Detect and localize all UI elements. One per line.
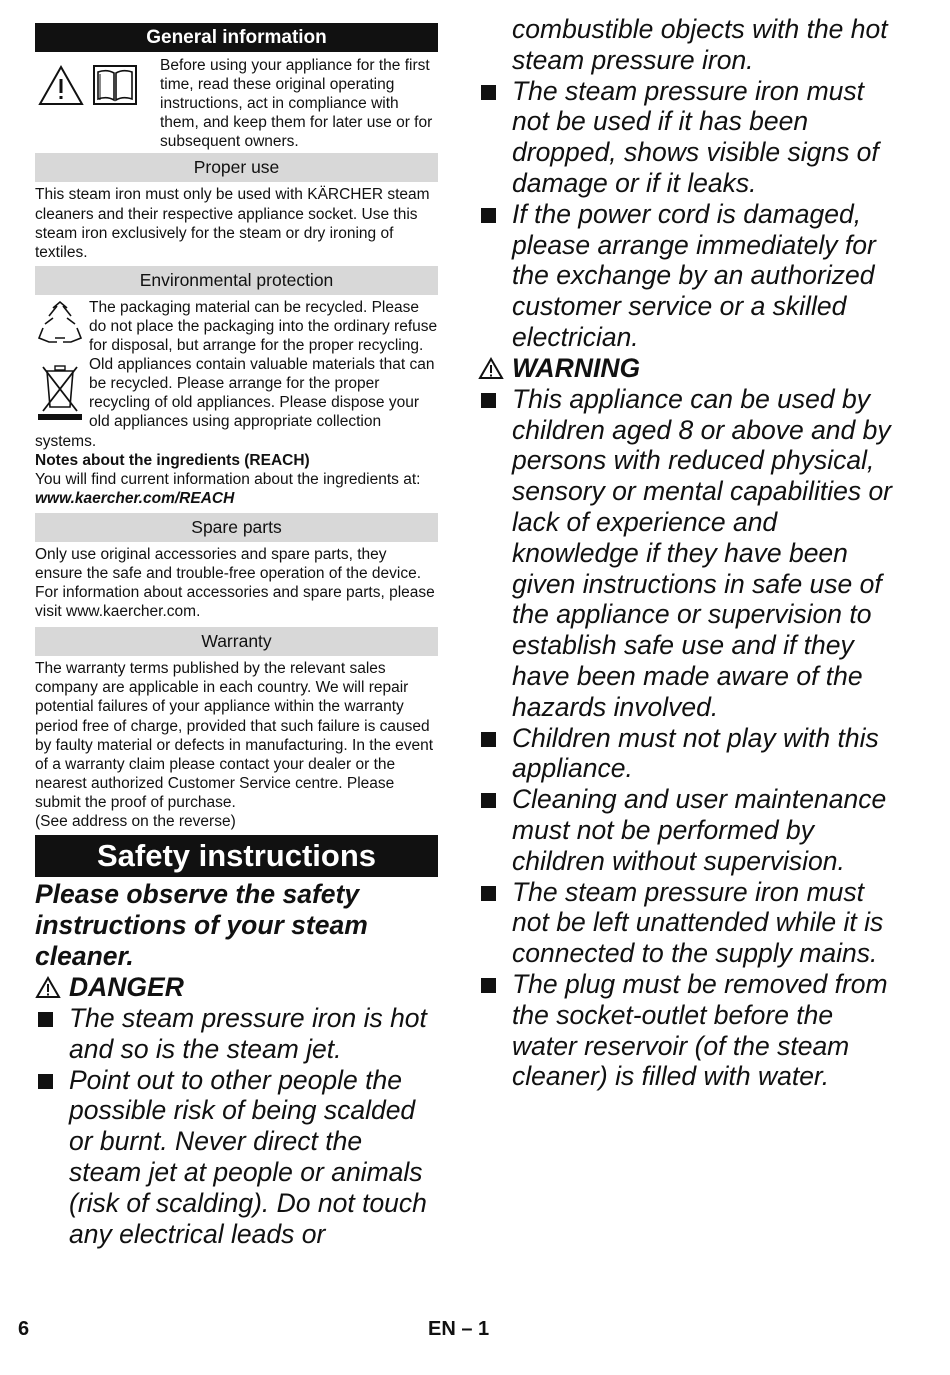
- environmental-protection-heading: Environmental protection: [35, 266, 438, 295]
- safety-instructions-heading: Safety instructions: [35, 835, 438, 877]
- list-item: The steam pressure iron is hot and so is the steam jet.: [35, 1003, 438, 1065]
- warranty-heading: Warranty: [35, 627, 438, 656]
- danger-triangle-icon: [35, 976, 61, 999]
- safety-intro: Please observe the safety instructions of your steam cleaner.: [35, 879, 368, 972]
- general-info-block: [35, 56, 438, 151]
- spare-parts-heading: Spare parts: [35, 513, 438, 542]
- crossed-bin-icon: [35, 357, 85, 421]
- warranty-text: The warranty terms published by the relevant sales company are applicable in each country. We will repair potential failures of your appliance within the warranty period free of charge, provided that such failure is caused by faulty material or defects in manufacturing. In the event of a warranty claim please contact your dealer or the nearest authorized Customer Service centre. Please submit the proof of purchase.: [35, 660, 434, 811]
- list-item: The plug must be removed from the socket-outlet before the water reservoir (of the steam cleaner) is filled with water.: [478, 969, 898, 1092]
- danger-label: DANGER: [35, 972, 438, 1003]
- spare-parts-text: Only use original accessories and spare parts, they ensure the safe and trouble-free operation of the device. For information about accessories and spare parts, please visit www.kaercher.com.: [35, 545, 435, 621]
- page-number: 6: [18, 1318, 30, 1340]
- recycling-icon: [35, 298, 85, 348]
- warranty-note: (See address on the reverse): [35, 813, 236, 830]
- packaging-recycling-block: [35, 298, 438, 355]
- danger-item-continued: combustible objects with the hot steam pressure iron.: [512, 14, 888, 75]
- proper-use-text: This steam iron must only be used with KÄRCHER steam cleaners and their respective appliance socket. Use this steam iron exclusively for the steam or dry ironing of textiles.: [35, 186, 430, 261]
- section-code: EN – 1: [428, 1318, 490, 1340]
- danger-list: [35, 1003, 438, 1249]
- proper-use-heading: Proper use: [35, 153, 438, 182]
- old-appliances-block: [35, 355, 438, 450]
- danger-list-continued: [478, 76, 898, 353]
- list-item: The steam pressure iron must not be left unattended while it is connected to the supply mains.: [478, 877, 898, 969]
- list-item: Point out to other people the possible risk of being scalded or burnt. Never direct the steam jet at people or animals (risk of scalding). Do not touch any electrical leads or: [35, 1065, 438, 1250]
- list-item: The steam pressure iron must not be used if it has been dropped, shows visible signs of damage or if it leaks.: [478, 76, 898, 199]
- warning-triangle-icon: [478, 357, 504, 380]
- old-appliances-text: Old appliances contain valuable materials that can be recycled. Please arrange for the proper recycling of old appliances. Please dispose your old appliances using appropriate collection systems.: [35, 356, 435, 450]
- warning-triangle-icon: [38, 64, 84, 106]
- warning-list: [478, 384, 898, 1092]
- reach-link[interactable]: www.kaercher.com/REACH: [35, 489, 235, 507]
- manual-book-icon: [92, 64, 138, 106]
- warning-label: WARNING: [478, 353, 898, 384]
- list-item: Cleaning and user maintenance must not be performed by children without supervision.: [478, 784, 898, 876]
- reach-text: You will find current information about the ingredients at:: [35, 470, 421, 488]
- list-item: This appliance can be used by children aged 8 or above and by persons with reduced physical, sensory or mental capabilities or lack of experience and knowledge if they have been given instructions in safe use of the appliance or supervision to establish safe use and if they have been made aware of the hazards involved.: [478, 384, 898, 723]
- left-column: [35, 23, 438, 1249]
- list-item: If the power cord is damaged, please arrange immediately for the exchange by an authorized customer service or a skilled electrician.: [478, 199, 898, 353]
- packaging-text: The packaging material can be recycled. Please do not place the packaging into the ordinary refuse for disposal, but arrange for the proper recycling.: [89, 298, 438, 355]
- reach-heading: Notes about the ingredients (REACH): [35, 451, 310, 469]
- list-item: Children must not play with this appliance.: [478, 723, 898, 785]
- general-info-text: Before using your appliance for the first time, read these original operating instructions, act in compliance with them, and keep them for later use or for subsequent owners.: [160, 57, 433, 151]
- right-column: [478, 14, 898, 1092]
- general-info-heading: General information: [35, 23, 438, 52]
